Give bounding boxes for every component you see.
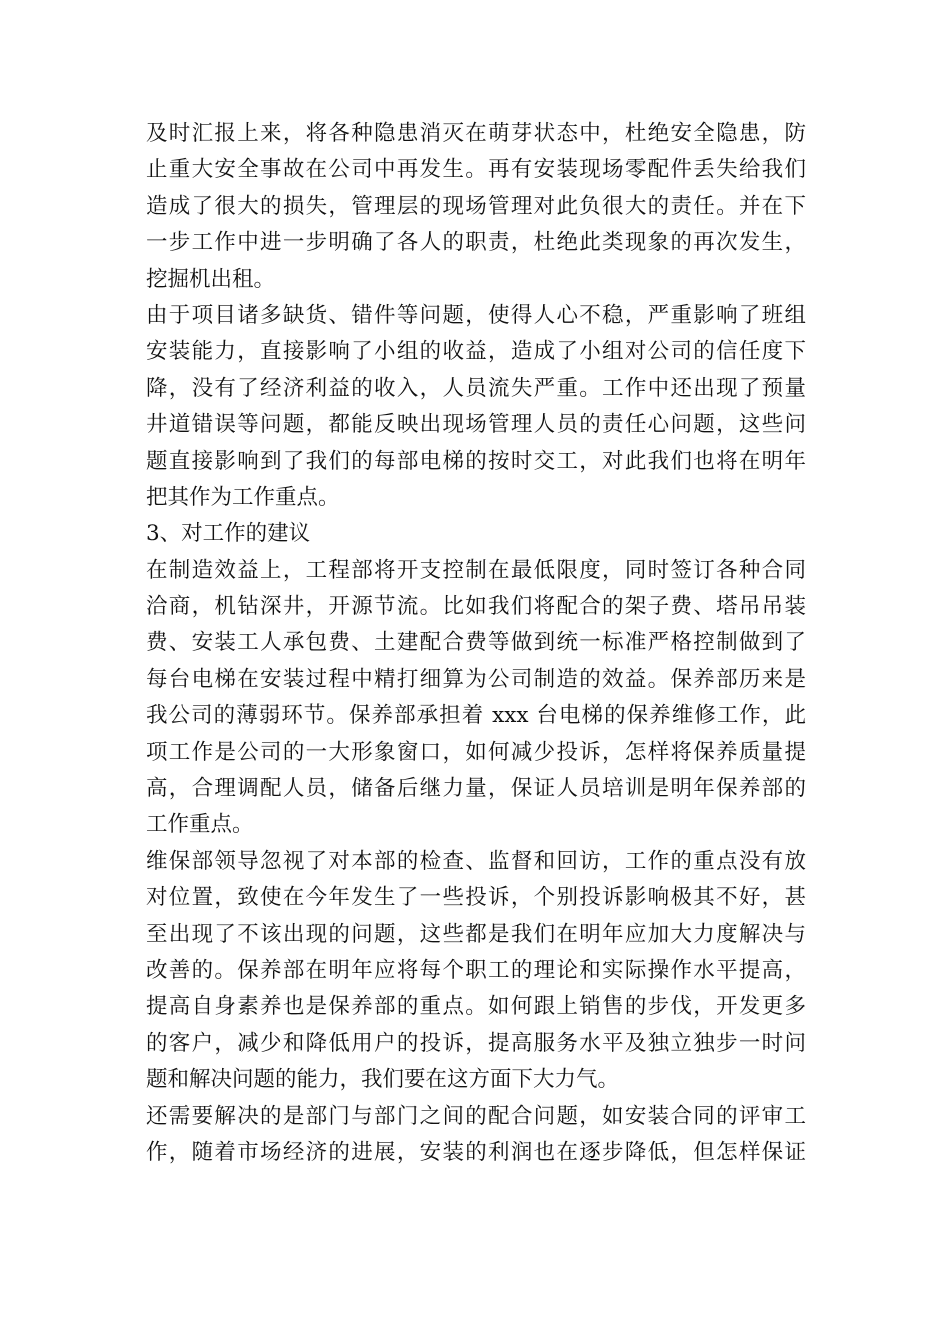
text-line: 的客户，减少和降低用户的投诉，提高服务水平及独立独步一时问 — [146, 1030, 806, 1056]
text-line: 改善的。保养部在明年应将每个职工的理论和实际操作水平提高， — [146, 957, 806, 983]
text-line: 在制造效益上，工程部将开支控制在最低限度，同时签订各种合同 — [146, 557, 806, 583]
text-line: 一步工作中进一步明确了各人的职责，杜绝此类现象的再次发生， — [146, 230, 806, 256]
text-line: 题和解决问题的能力，我们要在这方面下大力气。 — [146, 1067, 620, 1093]
text-line: 造成了很大的损失，管理层的现场管理对此负很大的责任。并在下 — [146, 193, 806, 219]
text-line: 及时汇报上来，将各种隐患消灭在萌芽状态中，杜绝安全隐患，防 — [146, 121, 806, 146]
text-line: 题直接影响到了我们的每部电梯的按时交工，对此我们也将在明年 — [146, 448, 806, 474]
text-line: 作，随着市场经济的进展，安装的利润也在逐步降低，但怎样保证 — [146, 1139, 806, 1165]
text-line: 降，没有了经济利益的收入，人员流失严重。工作中还出现了预量 — [146, 375, 806, 401]
text-line: 止重大安全事故在公司中再发生。再有安装现场零配件丢失给我们 — [146, 157, 806, 183]
text-line: 费、安装工人承包费、土建配合费等做到统一标准严格控制做到了 — [146, 630, 806, 656]
text-line: 高，合理调配人员，储备后继力量，保证人员培训是明年保养部的 — [146, 776, 806, 802]
text-line: 安装能力，直接影响了小组的收益，造成了小组对公司的信任度下 — [146, 339, 806, 365]
text-line: 还需要解决的是部门与部门之间的配合问题，如安装合同的评审工 — [146, 1103, 806, 1129]
text-line: 把其作为工作重点。 — [146, 484, 340, 510]
body-text — [146, 116, 806, 1171]
text-line: 提高自身素养也是保养部的重点。如何跟上销售的步伐，开发更多 — [146, 994, 806, 1020]
text-line: 对位置，致使在今年发生了一些投诉，个别投诉影响极其不好，甚 — [146, 885, 806, 911]
text-line: 洽商，机钻深井，开源节流。比如我们将配合的架子费、塔吊吊装 — [146, 594, 806, 620]
text-line: 我公司的薄弱环节。保养部承担着 xxx 台电梯的保养维修工作，此 — [146, 703, 806, 729]
text-line: 井道错误等问题，都能反映出现场管理人员的责任心问题，这些问 — [146, 412, 806, 438]
text-line: 由于项目诸多缺货、错件等问题，使得人心不稳，严重影响了班组 — [146, 302, 806, 328]
text-line: 每台电梯在安装过程中精打细算为公司制造的效益。保养部历来是 — [146, 666, 806, 692]
text-line: 维保部领导忽视了对本部的检查、监督和回访，工作的重点没有放 — [146, 848, 806, 874]
text-line: 工作重点。 — [146, 812, 254, 838]
text-line: 挖掘机出租。 — [146, 266, 276, 292]
text-line: 3、对工作的建议 — [146, 521, 311, 547]
text-line: 至出现了不该出现的问题，这些都是我们在明年应加大力度解决与 — [146, 921, 806, 947]
text-line: 项工作是公司的一大形象窗口，如何减少投诉，怎样将保养质量提 — [146, 739, 806, 765]
